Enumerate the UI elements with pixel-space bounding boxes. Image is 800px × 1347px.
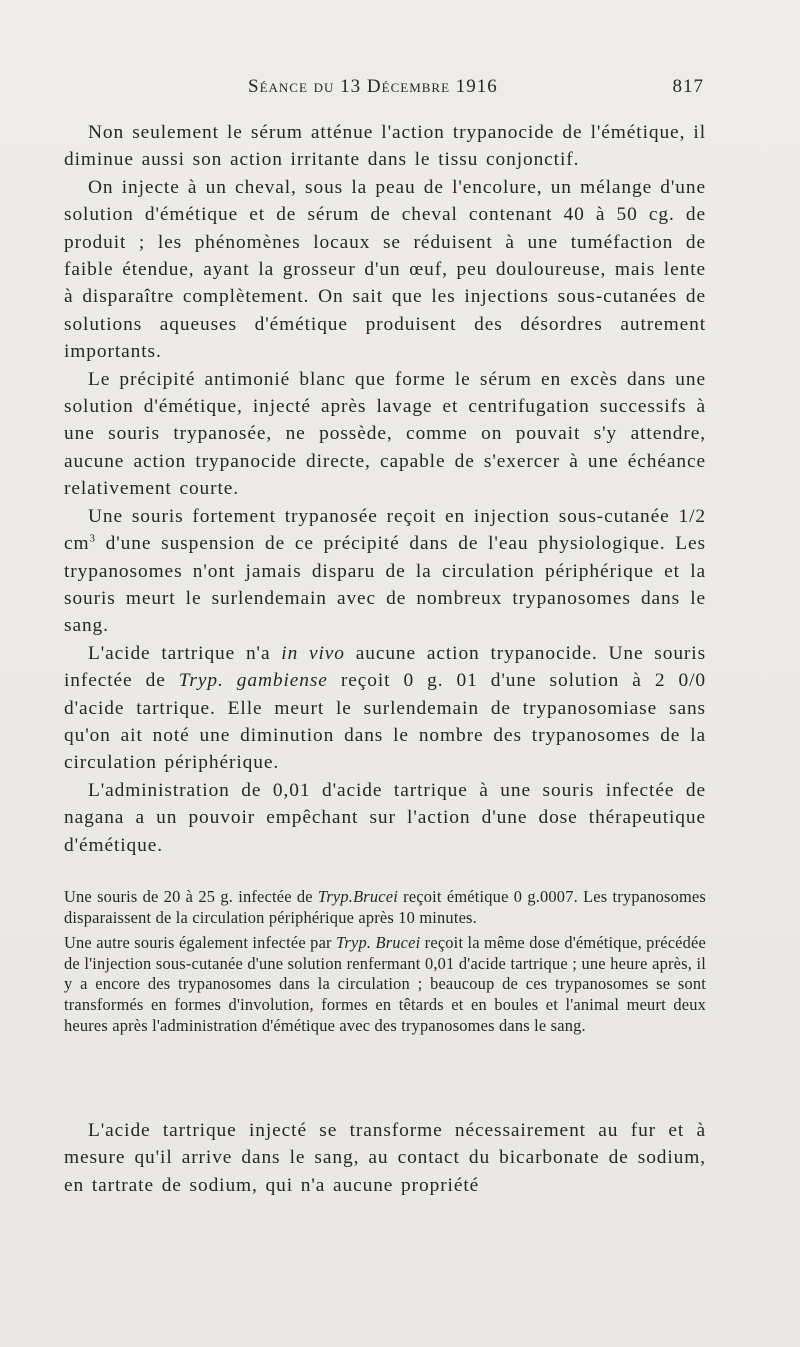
small-paragraph-mouse-2 (64, 933, 706, 1036)
small-text-c: Une autre souris également infectée par (64, 933, 337, 953)
main-text (64, 119, 706, 859)
paragraph-antimony-precipitate: Le précipité antimonié blanc que forme le sérum en excès dans une solution d'émétique, injecté après lavage et centrifugation successifs à une souris trypanosée, ne possède, comme on pouvait s'y attendre, aucune action trypanocide directe, capable de s'exercer à une échéance relativement courte. (64, 368, 706, 500)
tryp-gambiense-italic: Tryp. gambiense (178, 670, 328, 692)
tartaric-text-b: aucune action trypanocide. Une souris infectée de (64, 642, 707, 692)
running-head: Séance du 13 Décembre 1916 (248, 76, 498, 97)
final-text (64, 1117, 706, 1199)
mouse-suspension-text-b: d'une suspension de ce précipité dans de l'eau physiologique. Les trypanosomes n'ont jamais disparu de la circulation périphérique et la souris meurt le surlendemain avec de nombreux trypanosomes dans le sang. (64, 533, 706, 637)
tryp-brucei-italic-2: Tryp. Brucei (336, 933, 421, 953)
small-text-b: reçoit émétique 0 g.0007. Les trypanosomes disparaissent de la circulation périphérique après 10 minutes. (64, 887, 706, 927)
paragraph-tartaric-administration: L'administration de 0,01 d'acide tartrique à une souris infectée de nagana a un pouvoir empêchant sur l'action d'une dose thérapeutique d'émétique. (64, 779, 706, 856)
tartaric-text-c: reçoit 0 g. 01 d'une solution à 2 0/0 d'acide tartrique. Elle meurt le surlendemain de trypanosomiase sans qu'on ait noté une diminution dans le nombre des trypanosomes de la circulation périphérique. (64, 670, 706, 774)
tryp-brucei-italic-1: Tryp.Brucei (317, 887, 398, 906)
paragraph-mouse-suspension (64, 503, 706, 640)
small-text-a: Une souris de 20 à 25 g. infectée de (64, 887, 318, 906)
tartaric-text-a: L'acide tartrique n'a (88, 642, 282, 664)
paragraph-horse-injection: On injecte à un cheval, sous la peau de l'encolure, un mélange d'une solution d'émétique et de sérum de cheval contenant 40 à 50 cg. de produit ; les phénomènes locaux se réduisent à une tuméfaction de faible étendue, ayant la grosseur d'un œuf, peu douloureuse, mais lente à disparaître complètement. On sait que les injections sous-cutanées de solutions aqueuses d'émétique produisent des désordres autrement importants. (64, 176, 706, 363)
paragraph-serum-attenuation: Non seulement le sérum atténue l'action trypanocide de l'émétique, il diminue aussi son action irritante dans le tissu conjonctif. (64, 122, 706, 171)
in-vivo-italic: in vivo (281, 642, 345, 664)
paragraph-tartrate-transformation: L'acide tartrique injecté se transforme nécessairement au fur et à mesure qu'il arrive dans le sang, au contact du bicarbonate de sodium, en tartrate de sodium, qui n'a aucune propriété (64, 1120, 706, 1196)
cubic-superscript: 3 (89, 532, 96, 545)
mouse-suspension-text-a: Une souris fortement trypanosée reçoit en injection sous-cutanée 1/2 cm (64, 505, 706, 555)
small-print-section (64, 887, 706, 1036)
small-text-d: reçoit la même dose d'émétique, précédée de l'injection sous-cutanée d'une solution renfermant 0,01 d'acide tartrique ; une heure après, il y a encore des trypanosomes dans la circulation ; beaucoup de ces trypanosomes se sont transformés en formes d'involution, formes en têtards et en boules et l'animal meurt deux heures après l'administration d'émétique avec des trypanosomes dans le sang. (64, 933, 706, 1035)
paragraph-tartaric-acid (64, 640, 706, 777)
page-number: 817 (672, 76, 704, 97)
small-paragraph-mouse-1 (64, 887, 706, 928)
page-header (64, 76, 710, 102)
